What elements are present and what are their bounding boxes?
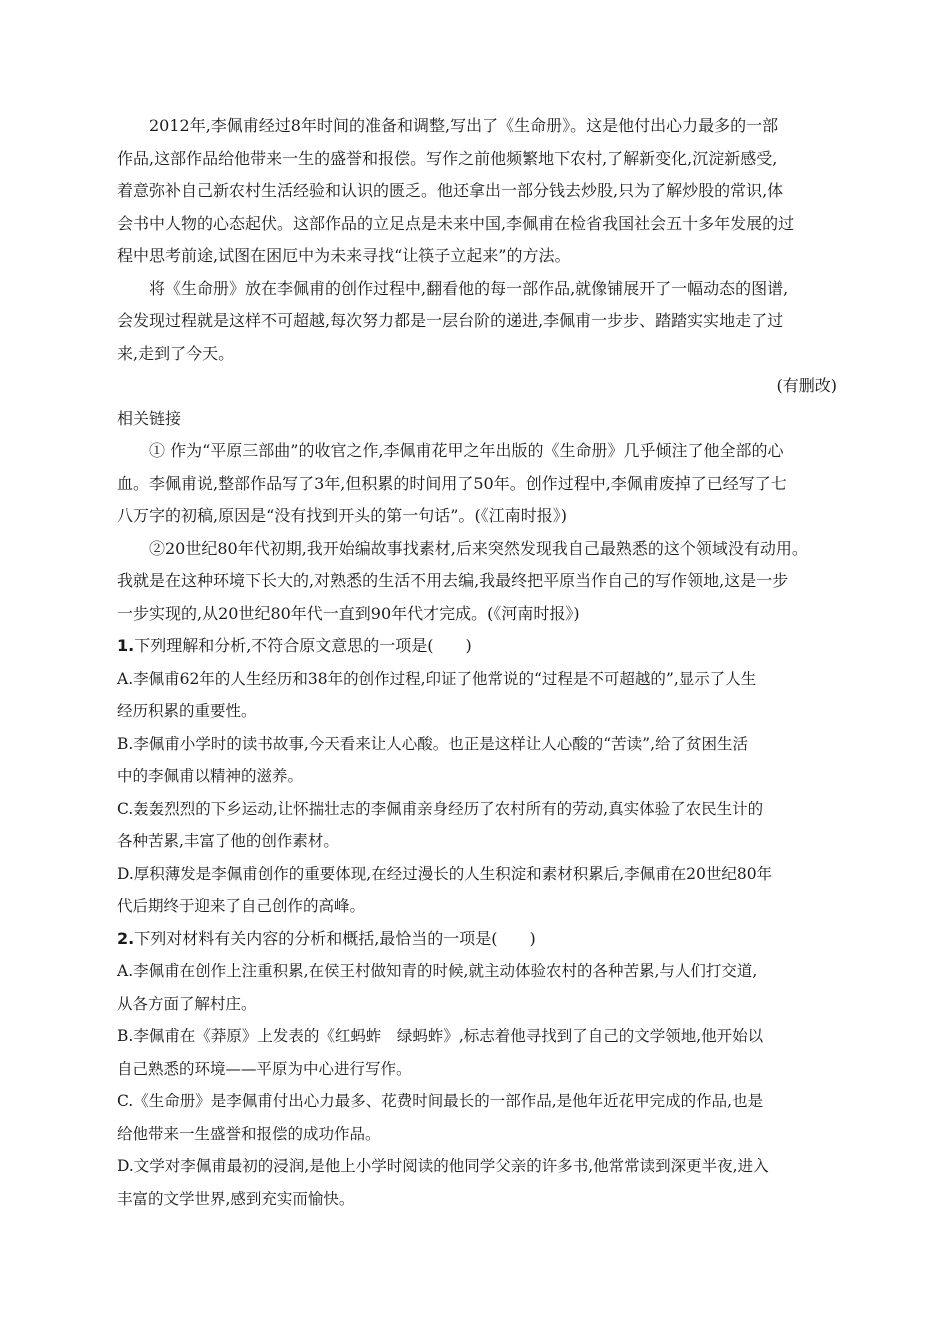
question-number: 2. [117, 928, 135, 948]
option-c: C.轰轰烈烈的下乡运动,让怀揣壮志的李佩甫亲身经历了农村所有的劳动,真实体验了农民生计的 [117, 799, 764, 818]
paragraph-1 [117, 110, 837, 273]
option-b-cont: 中的李佩甫以精神的滋养。 [117, 767, 304, 785]
question-text: 下列对材料有关内容的分析和概括,最恰当的一项是( ) [134, 928, 536, 948]
option-c-cont: 各种苦累,丰富了他的创作素材。 [117, 832, 339, 850]
option-d: D.文学对李佩甫最初的浸润,是他上小学时阅读的他同学父亲的许多书,他常常读到深更半夜,进入 [117, 1157, 769, 1175]
edit-note: (有删改) [776, 376, 837, 395]
text-line: 2012年,李佩甫经过8年时间的准备和调整,写出了《生命册》。这是他付出心力最多的一部 [149, 116, 779, 135]
text-line: 血。李佩甫说,整部作品写了3年,但积累的时间用了50年。创作过程中,李佩甫废掉了已经写了七 [117, 473, 787, 493]
option-c: C.《生命册》是李佩甫付出心力最多、花费时间最长的一部作品,是他年近花甲完成的作品,也是 [117, 1092, 764, 1110]
text-line: 我就是在这种环境下长大的,对熟悉的生活不用去编,我最终把平原当作自己的写作领地,这是一步 [117, 571, 789, 590]
text-line: 着意弥补自己新农村生活经验和认识的匮乏。他还拿出一部分钱去炒股,只为了解炒股的常识,体 [117, 181, 784, 200]
option-b: B.李佩甫小学时的读书故事,今天看来让人心酸。也正是这样让人心酸的“苦读”,给了贫困生活 [117, 734, 749, 753]
question-text: 下列理解和分析,不符合原文意思的一项是( ) [134, 636, 472, 655]
text-line: 一步实现的,从20世纪80年代一直到90年代才完成。(《河南时报》) [117, 603, 580, 623]
document-content [117, 110, 837, 1215]
text-line: ②20世纪80年代初期,我开始编故事找素材,后来突然发现我自己最熟悉的这个领域没有动用。 [149, 538, 808, 558]
option-b-cont: 自己熟悉的环境——平原为中心进行写作。 [117, 1059, 412, 1078]
option-d: D.厚积薄发是李佩甫创作的重要体现,在经过漫长的人生积淀和素材积累后,李佩甫在20世纪80年 [117, 864, 773, 883]
option-b: B.李佩甫在《莽原》上发表的《红蚂蚱 绿蚂蚱》,标志着他寻找到了自己的文学领地,他开始以 [117, 1027, 764, 1045]
option-a: A.李佩甫在创作上注重积累,在侯王村做知青的时候,就主动体验农村的各种苦累,与人们打交道, [117, 962, 758, 980]
related-link-1 [117, 435, 837, 533]
question-stem [117, 923, 837, 956]
option-a: A.李佩甫62年的人生经历和38年的创作过程,印证了他常说的“过程是不可超越的”,显示了人生 [117, 669, 757, 688]
text-line: 程中思考前途,试图在困厄中为未来寻找“让筷子立起来”的方法。 [117, 246, 571, 265]
question-1 [117, 630, 837, 923]
text-line: 将《生命册》放在李佩甫的创作过程中,翻看他的每一部作品,就像铺展开了一幅动态的图谱, [149, 278, 789, 298]
option-d-cont: 丰富的文学世界,感到充实而愉快。 [117, 1189, 355, 1208]
question-number: 1. [117, 636, 135, 655]
text-line: 作品,这部作品给他带来一生的盛誉和报偿。写作之前他频繁地下农村,了解新变化,沉淀新感受, [117, 148, 778, 168]
question-2 [117, 923, 837, 1216]
text-line: 会发现过程就是这样不可超越,每次努力都是一层台阶的递进,李佩甫一步步、踏踏实实地走了过 [117, 311, 784, 330]
text-line: 来,走到了今天。 [117, 343, 235, 363]
question-stem [117, 630, 837, 663]
option-d-cont: 代后期终于迎来了自己创作的高峰。 [117, 897, 366, 915]
section-heading: 相关链接 [117, 408, 182, 428]
text-line: ① 作为“平原三部曲”的收官之作,李佩甫花甲之年出版的《生命册》几乎倾注了他全部的心 [149, 441, 784, 460]
related-link-2 [117, 533, 837, 631]
text-line: 会书中人物的心态起伏。这部作品的立足点是未来中国,李佩甫在检省我国社会五十多年发展的过 [117, 213, 795, 233]
option-a-cont: 从各方面了解村庄。 [117, 994, 257, 1013]
text-line: 八万字的初稿,原因是“没有找到开头的第一句话”。(《江南时报》) [117, 506, 567, 525]
paragraph-2 [117, 273, 837, 371]
option-a-cont: 经历积累的重要性。 [117, 702, 257, 720]
option-c-cont: 给他带来一生盛誉和报偿的成功作品。 [117, 1124, 381, 1143]
